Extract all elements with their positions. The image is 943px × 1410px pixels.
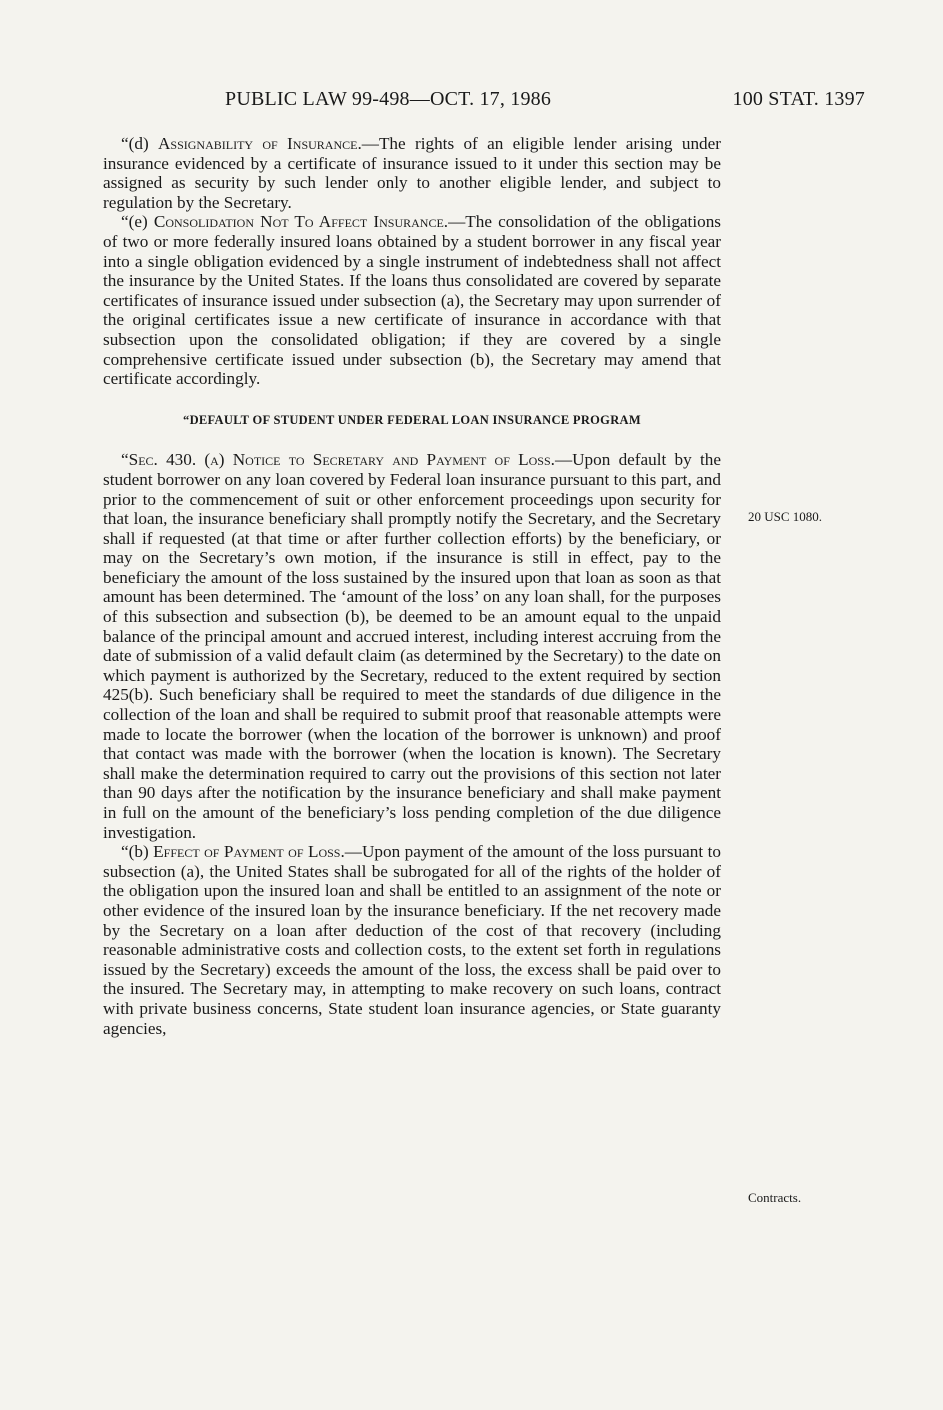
paragraph-b-lead: “(b) [121, 842, 154, 862]
body-text [103, 134, 721, 1038]
page-header [225, 88, 865, 118]
paragraph-e-lead: “(e) [121, 212, 154, 232]
margin-note-usc: 20 USC 1080. [748, 509, 823, 524]
paragraph-d-caption: Assignability of Insurance. [158, 134, 362, 153]
sec430a-lead: “Sec. 430. (a) [121, 450, 233, 470]
paragraph-e-caption: Consolidation Not To Affect Insurance. [153, 212, 449, 232]
paragraph-d-lead: “(d) [121, 134, 158, 153]
sec430a-text: —Upon default by the student borrower on any loan covered by Federal loan insurance pursuant to this part, and prior to the commencement of suit or other enforcement proceedings upon security for that loan, the insurance beneficiary shall promptly notify the Secretary, and the Secretary shall if requested (at that time or after further collection efforts) by the beneficiary, or may on the Secretary’s own motion, if the insurance is still in effect, pay to the beneficiary the amount of the loss sustained by the insured upon that loan as soon as that amount has been determined. The ‘amount of the loss’ on any loan shall, for the purposes of this subsection and subsection (b), be deemed to be an amount equal to the unpaid balance of the principal amount and accrued interest, including interest accruing from the date of submission of a valid default claim (as determined by the Secretary) to the date on which payment is authorized by the Secretary, reduced to the extent required by section 425(b). Such beneficiary shall be required to meet the standards of due diligence in the collection of the loan and shall be required to submit proof that reasonable attempts were made to locate the borrower (when the location of the borrower is unknown) and proof that contact was made with the borrower (when the location is known). The Secretary shall make the determination required to carry out the provisions of this section not later than 90 days after the notification by the insurance beneficiary and shall make payment in full on the amount of the beneficiary’s loss pending completion of the due diligence investigation. [103, 450, 721, 842]
paragraph-e [103, 212, 721, 388]
header-title: PUBLIC LAW 99-498—OCT. 17, 1986 [225, 88, 552, 110]
sec430a-caption: Notice to Secretary and Payment of Loss. [232, 450, 555, 470]
paragraph-sec430a [103, 450, 721, 842]
section-heading: “DEFAULT OF STUDENT UNDER FEDERAL LOAN INSURANCE PROGRAM [183, 412, 641, 427]
paragraph-e-text: —The consolidation of the obligations of two or more federally insured loans obtained by a student borrower in any fiscal year into a single obligation evidenced by a single instrument of indebtedness shall not affect the insurance by the United States. If the loans thus consolidated are covered by separate certificates of insurance issued under subsection (a), the Secretary may upon surrender of the original certificates issue a new certificate of insurance in accordance with that subsection upon the consolidated obligation; if they are covered by a single comprehensive certificate issued under subsection (b), the Secretary may amend that certificate accordingly. [103, 212, 721, 389]
paragraph-b-text: —Upon payment of the amount of the loss pursuant to subsection (a), the United States shall be subrogated for all of the rights of the holder of the obligation upon the insured loan and shall be entitled to an assignment of the note or other evidence of the insured loan by the insurance beneficiary. If the net recovery made by the Secretary on a loan after deduction of the cost of that recovery (including reasonable administrative costs and collection costs, to the extent set forth in regulations issued by the Secretary) exceeds the amount of the loss, the excess shall be paid over to the insured. The Secretary may, in attempting to make recovery on such loans, contract with private business concerns, State student loan insurance agencies, or State guaranty agencies, [103, 842, 721, 1038]
header-stat: 100 STAT. 1397 [732, 88, 865, 110]
margin-note-contracts: Contracts. [748, 1190, 802, 1205]
paragraph-d-text: —The rights of an eligible lender arising under insurance evidenced by a certificate of insurance issued to it under this section may be assigned as security by such lender only to another eligible lender, and subject to regulation by the Secretary. [103, 134, 721, 212]
paragraph-b-caption: Effect of Payment of Loss. [153, 842, 345, 862]
paragraph-d [103, 134, 721, 212]
paragraph-b [103, 842, 721, 1038]
